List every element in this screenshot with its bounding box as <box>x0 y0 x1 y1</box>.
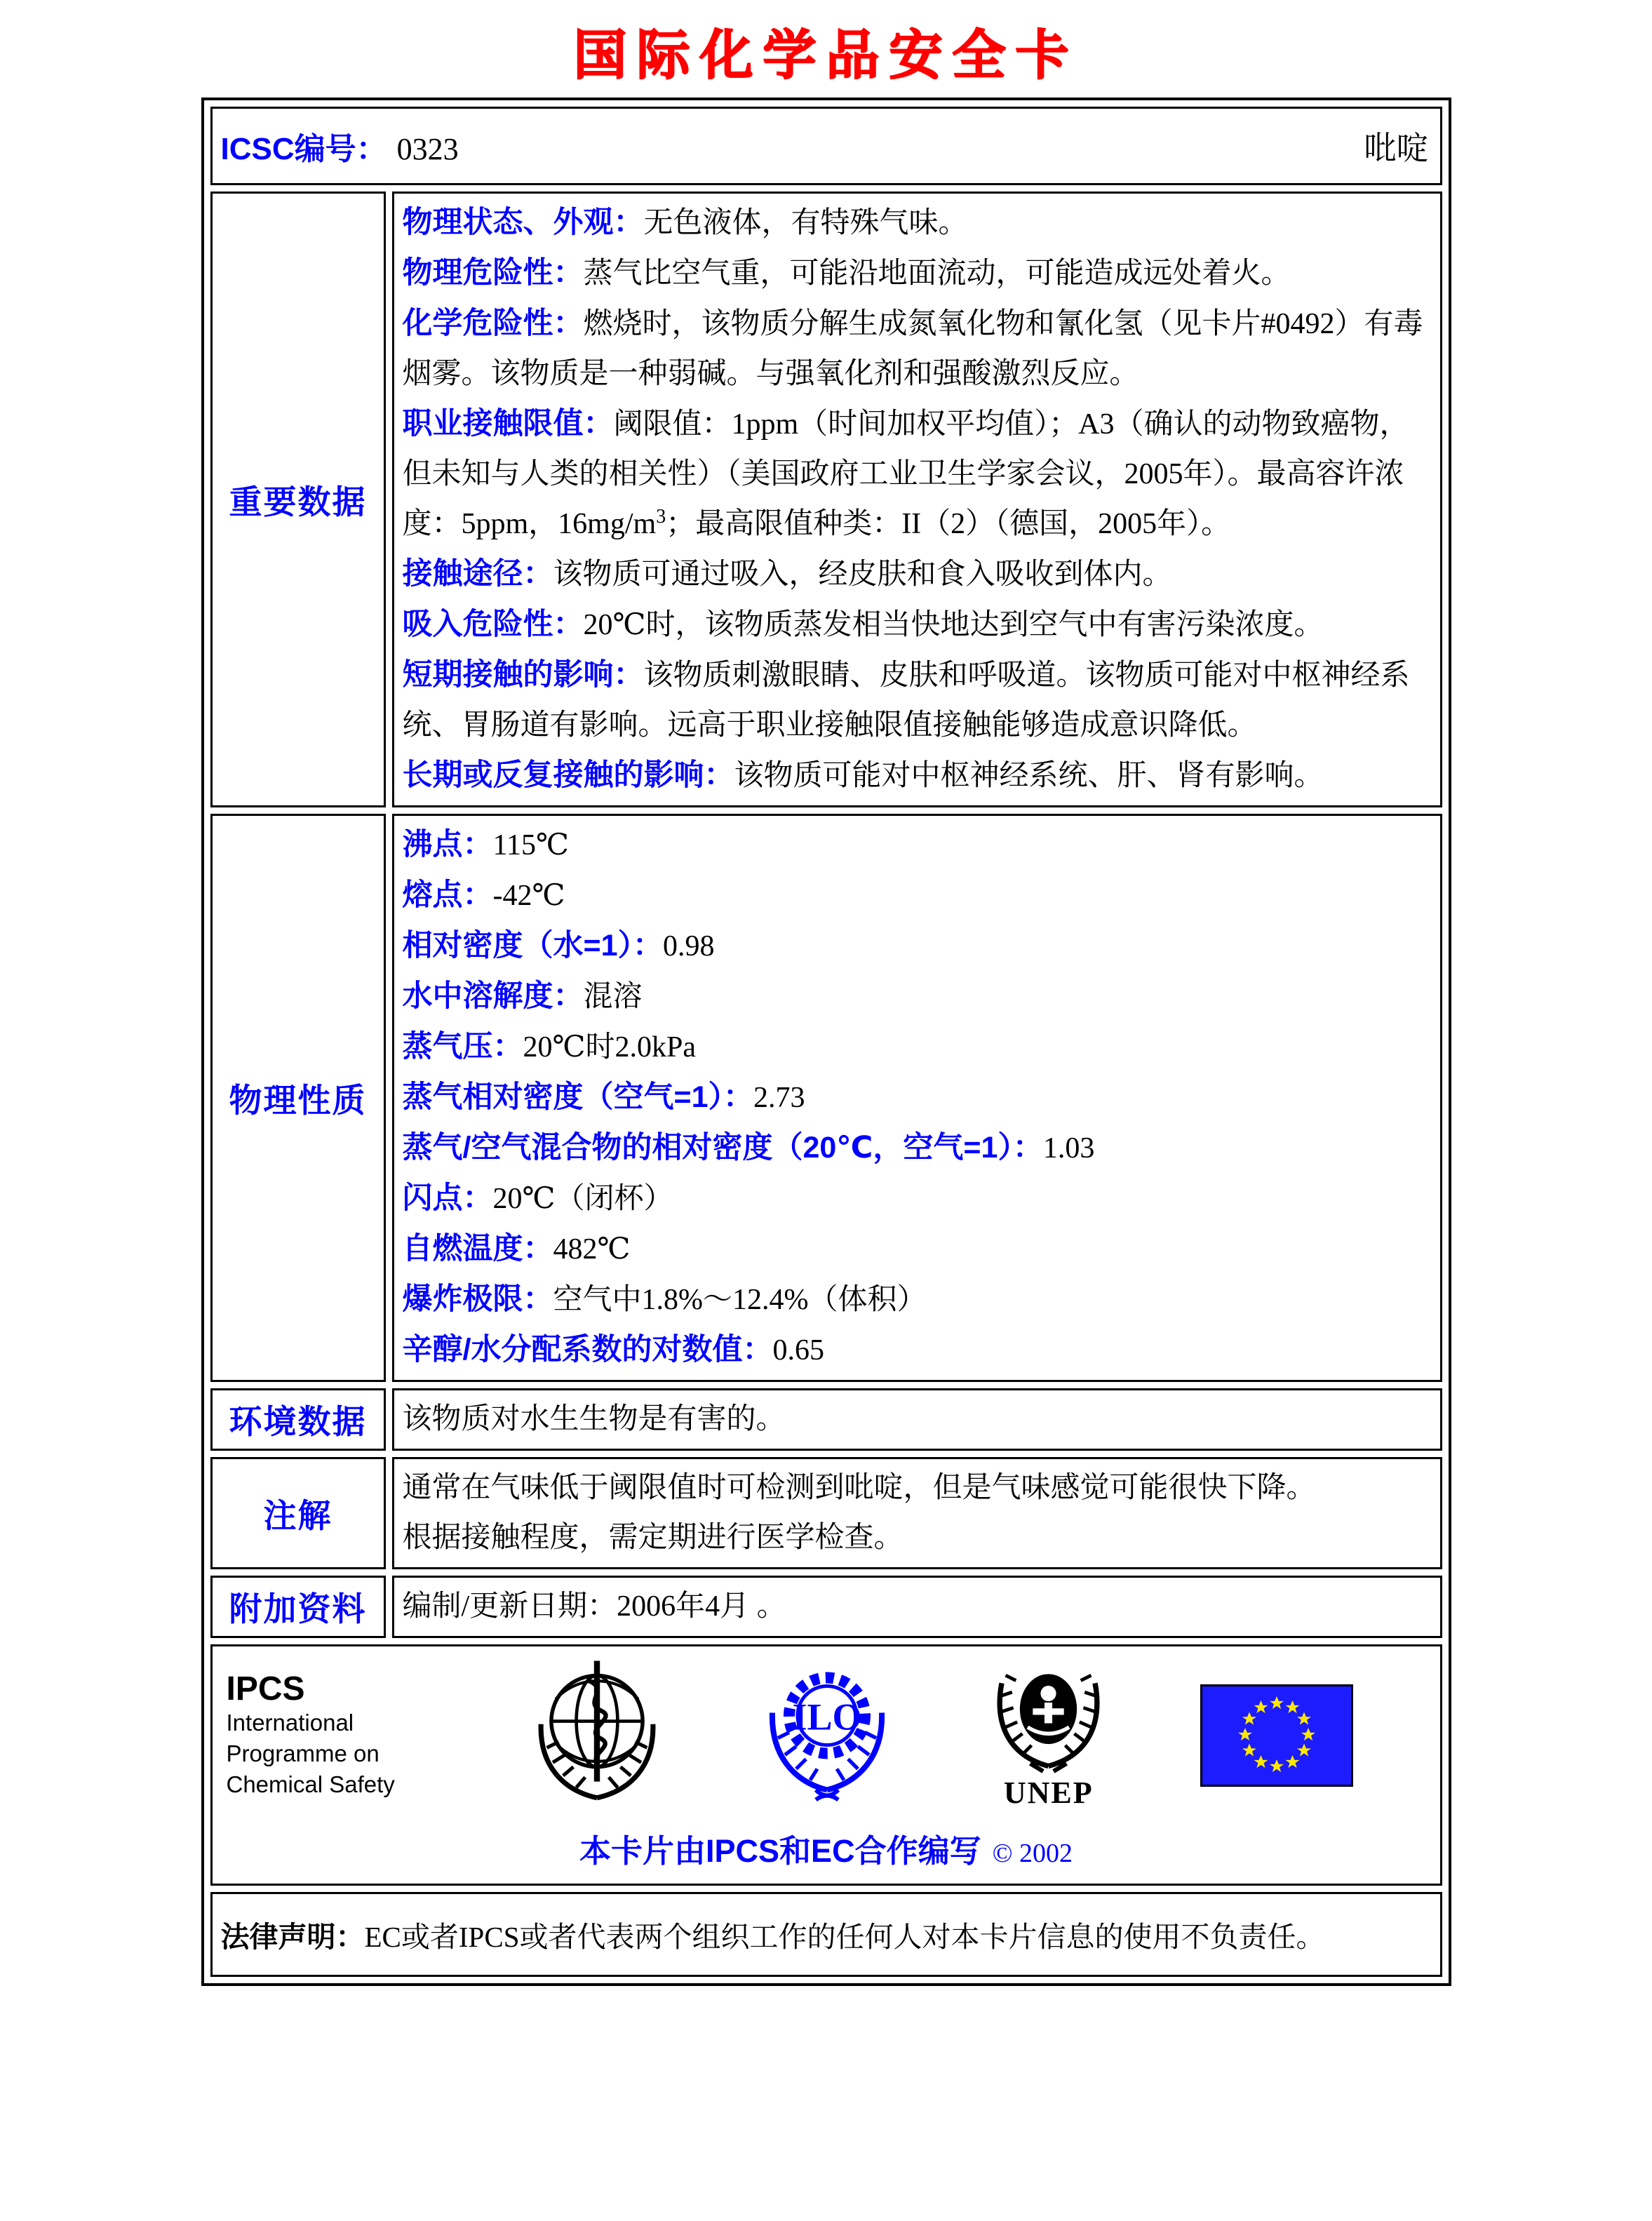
caption <box>222 1825 1430 1871</box>
item-label: 蒸气相对密度（空气=1）： <box>402 1080 754 1114</box>
section-row-additional-info <box>210 1576 1442 1638</box>
item-text: 115℃ <box>492 829 569 861</box>
data-item <box>403 1174 1432 1224</box>
header-row <box>210 107 1442 185</box>
item-text: 1.03 <box>1042 1132 1095 1165</box>
section-label-text: 物理性质 <box>229 1081 367 1119</box>
section-label-text: 环境数据 <box>229 1403 367 1440</box>
section-label-text: 重要数据 <box>229 483 367 521</box>
item-label: 物理状态、外观： <box>402 206 644 239</box>
eu-flag-logo <box>1200 1684 1353 1787</box>
section-label-physical-properties <box>210 814 386 1382</box>
legal-notice-label: 法律声明： <box>220 1921 365 1953</box>
item-label: 熔点： <box>402 878 493 912</box>
unep-logo-icon <box>983 1660 1113 1779</box>
icsc-number-label: ICSC编号： <box>220 132 387 166</box>
item-label: 自燃温度： <box>402 1232 553 1266</box>
item-label: 蒸气压： <box>402 1030 523 1063</box>
item-text: 482℃ <box>553 1233 631 1266</box>
item-label: 职业接触限值： <box>402 407 614 441</box>
data-item <box>403 1224 1432 1275</box>
legal-notice-text: EC或者IPCS或者代表两个组织工作的任何人对本卡片信息的使用不负责任。 <box>364 1921 1325 1953</box>
data-item <box>403 820 1432 871</box>
item-text: 该物质对水生生物是有害的。 <box>402 1403 786 1435</box>
item-text: ；最高限值种类：II（2）（德国，2005年）。 <box>666 508 1231 540</box>
item-text: 0.98 <box>663 930 715 962</box>
item-text: 该物质刺激眼睛、皮肤和呼吸道。该物质可能对中枢神经系统、胃肠道有影响。远高于职业接触限值接触能够造成意识降低。 <box>402 659 1410 742</box>
ipcs-subtitle <box>227 1707 437 1800</box>
data-item <box>403 399 1432 549</box>
item-text: 燃烧时，该物质分解生成氮氧化物和氰化氢（见卡片#0492）有毒烟雾。该物质是一种弱碱。与强氧化剂和强酸激烈反应。 <box>402 308 1423 390</box>
data-item <box>403 549 1432 600</box>
data-item <box>403 1513 1432 1563</box>
data-item <box>403 1463 1432 1513</box>
item-label: 物理危险性： <box>402 256 584 290</box>
section-label-text: 注解 <box>263 1496 333 1534</box>
ipcs-subtitle-line: Programme on <box>226 1740 380 1766</box>
data-item <box>403 921 1432 972</box>
item-text: 通常在气味低于阈限值时可检测到吡啶，但是气味感觉可能很快下降。 <box>402 1472 1316 1504</box>
item-text: -42℃ <box>492 880 565 912</box>
item-label: 吸入危险性： <box>402 608 584 641</box>
ilo-logo-text: ILO <box>792 1696 862 1738</box>
data-item <box>403 1123 1432 1174</box>
data-item <box>403 198 1432 248</box>
section-content-important-data <box>392 192 1442 807</box>
ipcs-title: IPCS <box>226 1670 305 1707</box>
icsc-number-group <box>221 123 459 168</box>
page-title: 国际化学品安全卡 <box>573 27 1079 86</box>
item-text: 空气中1.8%～12.4%（体积） <box>553 1284 927 1316</box>
caption-text: 本卡片由IPCS和EC合作编写 <box>579 1833 981 1869</box>
item-text: 0.65 <box>772 1334 824 1367</box>
data-item <box>403 650 1432 751</box>
data-item <box>403 248 1432 299</box>
icsc-number-value: 0323 <box>396 132 459 166</box>
data-item <box>403 1022 1432 1073</box>
data-item <box>403 1275 1432 1325</box>
who-logo-icon <box>523 1656 671 1814</box>
item-text: 根据接触程度，需定期进行医学检查。 <box>402 1522 904 1554</box>
ilo-logo-icon <box>757 1656 897 1814</box>
section-content-physical-properties <box>392 814 1442 1382</box>
data-item <box>403 1073 1432 1123</box>
item-text: 混溶 <box>583 981 643 1013</box>
caption-copyright: © 2002 <box>992 1839 1073 1868</box>
item-label: 短期接触的影响： <box>402 658 644 692</box>
logos-row <box>210 1644 1442 1886</box>
data-item <box>403 600 1432 650</box>
logos-cell <box>210 1644 1442 1886</box>
section-label-notes <box>210 1457 386 1569</box>
item-text: 阈限值：1ppm（时间加权平均值）；A3（确认的动物致癌物，但未知与人类的相关性）（美国政府工业卫生学家会议，2005年）。最高容许浓度：5ppm，16mg/m <box>402 408 1409 540</box>
data-item <box>403 1582 1432 1632</box>
ipcs-text-block <box>227 1671 437 1800</box>
section-content-environmental-data <box>392 1388 1442 1451</box>
chemical-name: 吡啶 <box>1364 130 1429 166</box>
section-row-notes <box>210 1457 1442 1569</box>
section-row-environmental-data <box>210 1388 1442 1451</box>
section-label-environmental-data <box>210 1388 386 1451</box>
item-label: 化学危险性： <box>402 307 584 340</box>
item-label: 接触途径： <box>402 557 553 591</box>
item-label: 辛醇/水分配系数的对数值： <box>402 1333 773 1367</box>
header-cell <box>210 107 1442 185</box>
section-label-important-data <box>210 192 386 807</box>
ipcs-subtitle-line: Chemical Safety <box>226 1771 395 1797</box>
item-text: 编制/更新日期：2006年4月 。 <box>402 1590 786 1623</box>
legal-cell <box>210 1892 1442 1977</box>
item-label: 长期或反复接触的影响： <box>402 758 734 792</box>
item-text: 蒸气比空气重，可能沿地面流动，可能造成远处着火。 <box>583 257 1291 290</box>
ipcs-subtitle-line: International <box>226 1709 354 1736</box>
item-text: 20℃时2.0kPa <box>523 1031 696 1063</box>
item-text: 无色液体，有特殊气味。 <box>643 207 968 239</box>
item-text: 20℃（闭杯） <box>492 1183 673 1215</box>
section-label-text: 附加资料 <box>229 1590 367 1628</box>
unep-logo-block <box>983 1660 1113 1811</box>
data-item <box>403 1325 1432 1376</box>
item-label: 沸点： <box>402 828 493 861</box>
section-content-notes <box>392 1457 1442 1569</box>
section-row-important-data <box>210 192 1442 807</box>
data-item <box>403 972 1432 1022</box>
item-label: 闪点： <box>402 1181 493 1215</box>
item-text: 该物质可通过吸入，经皮肤和食入吸收到体内。 <box>553 558 1172 591</box>
section-label-additional-info <box>210 1576 386 1638</box>
item-label: 爆炸极限： <box>402 1282 553 1316</box>
unep-logo-text: UNEP <box>1003 1776 1094 1810</box>
section-content-additional-info <box>392 1576 1442 1638</box>
item-text: 2.73 <box>753 1082 805 1114</box>
section-row-physical-properties <box>210 814 1442 1382</box>
legal-row <box>210 1892 1442 1977</box>
item-label: 蒸气/空气混合物的相对密度（20℃，空气=1）： <box>402 1131 1043 1165</box>
item-text: 该物质可能对中枢神经系统、肝、肾有影响。 <box>734 760 1324 792</box>
data-item <box>403 1395 1432 1444</box>
data-item <box>403 751 1432 801</box>
superscript: 3 <box>656 506 666 528</box>
data-item <box>403 871 1432 921</box>
item-text: 20℃时，该物质蒸发相当快地达到空气中有害污染浓度。 <box>583 609 1324 641</box>
icsc-card-table <box>201 98 1451 1986</box>
item-label: 水中溶解度： <box>402 979 584 1013</box>
data-item <box>403 299 1432 399</box>
item-label: 相对密度（水=1）： <box>402 929 664 962</box>
